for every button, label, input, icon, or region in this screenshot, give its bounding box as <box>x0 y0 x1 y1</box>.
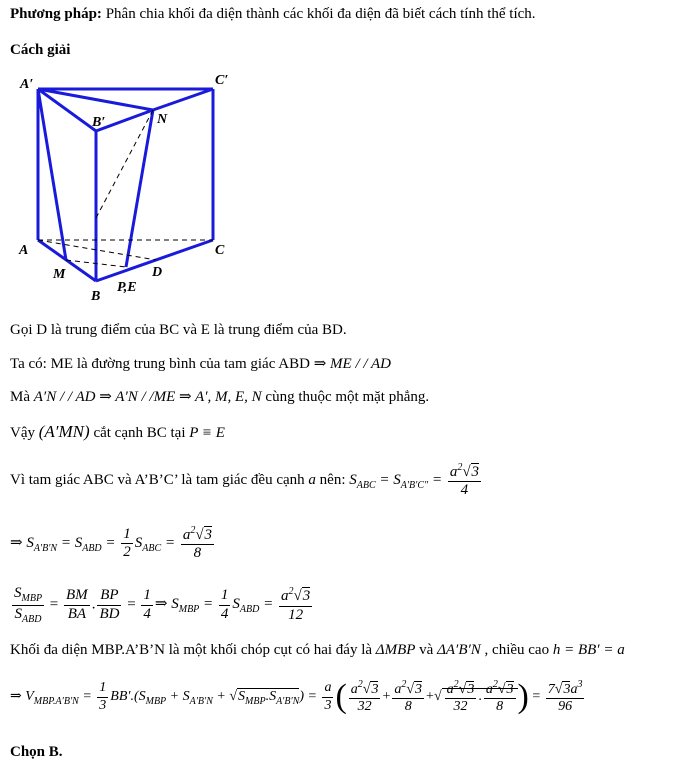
method-text: Phân chia khối đa diện thành các khối đa diện đã biết cách tính thể tích. <box>101 6 536 22</box>
label-B: B <box>91 289 101 304</box>
line-3: Mà A′N / / AD ⇒ A′N / /ME ⇒ A′, M, E, N cùng thuộc một mặt phẳng. <box>10 389 430 405</box>
line-4: Vậy (A′MN) cắt cạnh BC tại P ≡ E <box>10 422 225 441</box>
method-label: Phương pháp: <box>10 6 102 22</box>
label-C1: C′ <box>215 73 229 88</box>
line-6: ⇒ $S_{A'B'N} = S_{ABD}$ = $\frac{1}{2}$ $S_{ABC}$ = $\frac{a^2√3}{8}$ <box>10 525 213 562</box>
line-8: Khối đa diện MBP.A’B’N là một khối chóp cụt có hai đáy là ΔMBP và ΔA′B′N , chiều cao h = BB′ = a <box>10 642 625 658</box>
method-line <box>10 6 536 23</box>
answer: Chọn B. <box>10 744 63 760</box>
label-D: D <box>152 265 163 280</box>
line-1: Gọi D là trung điểm của BC và E là trung điểm của BD. <box>10 322 347 338</box>
label-M: M <box>53 267 66 282</box>
label-A: A <box>19 243 29 258</box>
solution-title: Cách giải <box>10 42 71 58</box>
line-7: $\frac{S_{MBP}}{S_{ABD}}$ = $\frac{BM}{BA}$ . $\frac{BP}{BD}$ = $\frac{1}{4}$ ⇒ $S_{MBP}$ = $\frac{1}{4}$ $S_{ABD}$ = $\frac{a^2√3}{12}$ <box>14 585 311 625</box>
label-PE: P,E <box>117 280 137 295</box>
area-equality: $S_{ABC} = S_{A'B'C''}$ = <box>349 472 446 492</box>
frac-area-abc: $\frac{a^2√3}{4}$ <box>449 462 480 499</box>
line-2: Ta có: ME là đường trung bình của tam giác ABD ⇒ ME / / AD <box>10 356 391 372</box>
label-B1: B′ <box>92 115 106 130</box>
line-5: Vì tam giác ABC và A’B’C’ là tam giác đều cạnh a nên: $S_{ABC} = S_{A'B'C''}$ = $\frac{a^2√3}{4}$ <box>10 462 480 499</box>
label-N: N <box>157 112 168 127</box>
prism-figure <box>10 68 250 313</box>
volume-formula: ⇒ $V_{MBP.A'B'N}$ = $\frac{1}{3}$ $BB'.(S_{MBP} + S_{A'B'N} + √S_{MBP}.S_{A'B'N})$ = $\frac{a}{3}$ ( $\frac{a^2√3}{32}$ + $\frac{a^2√3}{8}$ +√ $\frac{a^2√3}{32}$ . $\frac{a^2√3}{8}$ ) = $\frac{7√3a^3}{96}$ <box>10 678 583 715</box>
label-A1: A′ <box>20 77 34 92</box>
label-C: C <box>215 243 225 258</box>
